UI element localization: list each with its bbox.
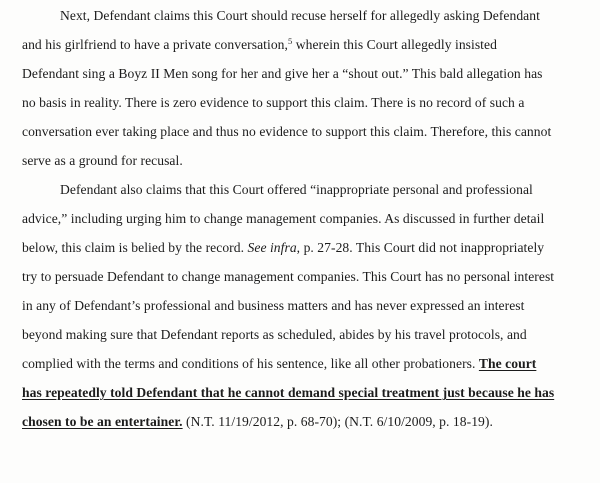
para2-line1: Defendant also claims that this Court offered “inappropriate personal and professional [60,182,533,197]
para1-line3: Defendant sing a Boyz II Men song for her and give her a “shout out.” This bald allegation has [22,66,543,81]
para2-line5: in any of Defendant’s professional and business matters and has never expressed an interest [22,298,525,313]
para2-line7: complied with the terms and conditions of his sentence, like all other probationers. The court [22,356,537,371]
para2-line4: try to persuade Defendant to change management companies. This Court has no personal interest [22,269,555,284]
underlined-emphasis: The court [478,356,537,371]
footnote-marker: 5 [287,36,293,46]
para2-line6: beyond making sure that Defendant reports as scheduled, abides by his travel protocols, and [22,327,527,342]
citation-see-infra: See infra [247,240,297,255]
para1-line6: serve as a ground for recusal. [22,153,183,168]
page-bottom-edge [0,476,600,483]
underlined-emphasis: has repeatedly told Defendant that he cannot demand special treatment just because he has [22,385,555,400]
para1-line1: Next, Defendant claims this Court should recuse herself for allegedly asking Defendant [60,8,540,23]
para2-line8 [22,385,554,401]
para1-line2: and his girlfriend to have a private conversation,$^5$ wherein this Court allegedly insisted [22,36,497,52]
para2-line2: advice,” including urging him to change management companies. As discussed in further detail [22,211,545,226]
para2-line9: chosen to be an entertainer. (N.T. 11/19/2012, p. 68-70); (N.T. 6/10/2009, p. 18-19). [22,414,493,429]
para1-line4: no basis in reality. There is zero evidence to support this claim. There is no record of such a [22,95,525,110]
para1-line5: conversation ever taking place and thus no evidence to support this claim. Therefore, this cannot [22,124,552,139]
underlined-emphasis: chosen to be an entertainer. [22,414,183,429]
para2-line3: below, this claim is belied by the record. See infra, p. 27-28. This Court did not inappropriately [22,240,545,255]
